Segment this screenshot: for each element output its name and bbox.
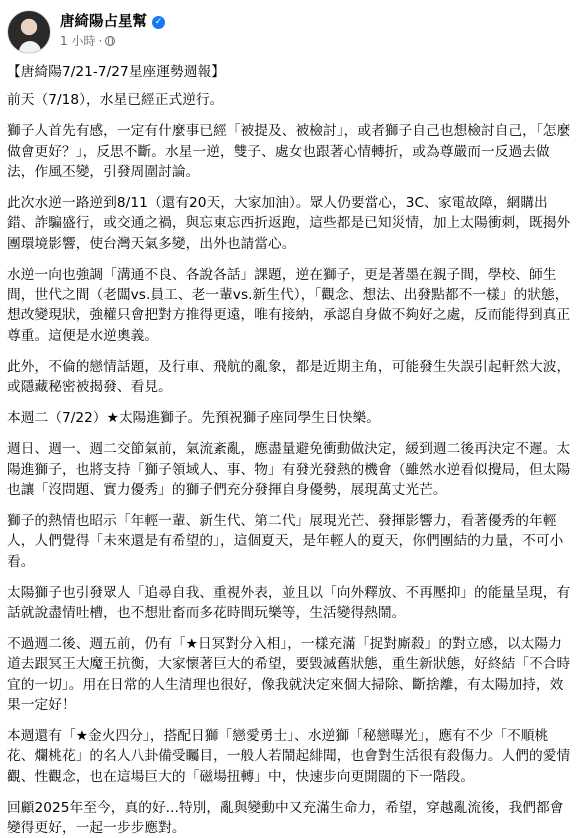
- post-paragraph: 太陽獅子也引發眾人「追尋自我、重視外表，並且以「向外釋放、不再壓抑」的能量呈現，有話就說盡情吐槽，也不想壯畜而多花時間玩樂等，生活變得熱鬧。: [7, 584, 571, 621]
- post-meta: [60, 33, 165, 49]
- public-audience-globe-icon[interactable]: [105, 36, 115, 46]
- meta-separator: ·: [98, 34, 103, 48]
- post-paragraph: 此外，不倫的戀情話題，及行車、飛航的亂象，都是近期主角，可能發生失誤引起軒然大波，或隱藏秘密被揭發、看見。: [7, 358, 571, 396]
- post-body: [7, 62, 572, 838]
- post-header: [7, 10, 572, 62]
- post-paragraph: 水逆一向也強調「溝通不良、各說各話」課題，逆在獅子，更是著墨在親子間，學校、師生間，世代之間（老闆vs.員工、老一輩vs.新生代），「觀念、想法、出發點都不一樣」的狀態，想改變現狀，強權只會把對方推得更遠，唯有接納，承認自身做不夠好之處，反而能得到真正尊重。這便是水逆奧義。: [7, 266, 571, 344]
- post-paragraph: 獅子人首先有感，一定有什麼事已經「被提及、被檢討」，或者獅子自己也想檢討自己，「怎麼做會更好？」，反思不斷。水星一逆，雙子、處女也跟著心情轉折，或為尊嚴而一反過去做法，作風丕變，引發周圍討論。: [7, 123, 571, 180]
- post-timestamp[interactable]: 1 小時: [60, 34, 96, 48]
- post-paragraph: 前天（7/18），水星已經正式逆行。: [7, 92, 224, 109]
- post-paragraph: 本週二（7/22）★太陽進獅子。先預祝獅子座同學生日快樂。: [7, 410, 380, 427]
- post-paragraph: 不過週二後、週五前，仍有「★日冥對分入相」，一樣充滿「捉對廝殺」的對立感，以太陽力道去跟冥王大魔王抗衡，大家懷著巨大的希望，要毀滅舊狀態，重生新狀態，好終結「不合時宜的一切」。用在日常的人生清理也很好，像我就決定來個大掃除、斷捨離，有太陽加持，效果一定好！: [7, 636, 571, 713]
- post-paragraph: 獅子的熱情也昭示「年輕一輩、新生代、第二代」展現光芒、發揮影響力，看著優秀的年輕人，人們覺得「未來還是有希望的」，這個夏天，是年輕人的夏天，你們團結的力量，不可小看。: [7, 512, 564, 570]
- post-paragraph: 本週還有「★金火四分」，搭配日獅「戀愛勇士」、水逆獅「秘戀曝光」，應有不少「不順桃花、爛桃花」的名人八卦備受矚目，一般人若鬧起緋聞，也會對生活很有殺傷力。人們的愛情觀、性觀念，也在這場巨大的「磁場扭轉」中，快速步向更開闊的下一階段。: [7, 727, 571, 785]
- post-paragraph: 回顧2025年至今，真的好...特別，亂與變動中又充滿生命力，希望，穿越亂流後，我們都會變得更好，一起一步步應對。: [7, 799, 564, 836]
- post-paragraph: 此次水逆一路逆到8/11（還有20天，大家加油）。眾人仍要當心，3C、家電故障，網購出錯、詐騙盛行，或交通之禍，與忘東忘西折返跑，這些都是已知災情，加上太陽衝刺，既揭外團環境影響，使台灣天氣多變，出外也請當心。: [7, 195, 571, 252]
- verified-badge-icon: ✓: [152, 16, 165, 29]
- author-name[interactable]: 唐綺陽占星幫: [60, 14, 147, 30]
- author-name-row: [60, 13, 165, 31]
- author-avatar[interactable]: [7, 10, 51, 54]
- post-author-block: [60, 10, 165, 49]
- post-paragraph: 週日、週一、週二交節氣前，氣流紊亂，應盡量避免衝動做決定，緩到週二後再決定不遲。太陽進獅子，也將支持「獅子領域人、事、物」有發光發熱的機會（雖然水逆看似攪局，但太陽也讓「沒問題、實力優秀」的獅子們充分發揮自身優勢，展現萬丈光芒。: [7, 441, 571, 498]
- post-paragraph: 【唐綺陽7/21-7/27星座運勢週報】: [7, 64, 225, 80]
